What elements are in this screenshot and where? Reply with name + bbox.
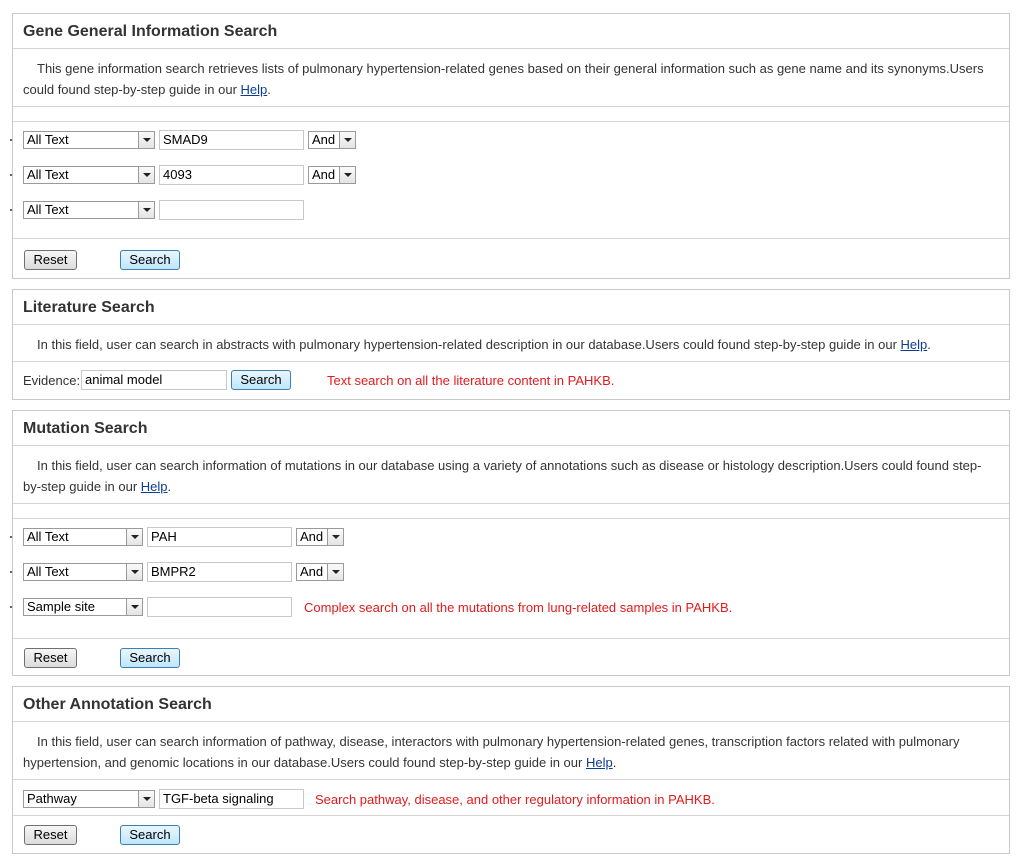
mutation-operator-select-2[interactable]: And [296,563,344,581]
other-annotation-search-description: In this field, user can search information of pathway, disease, interactors with pulmonary hypertension-related genes, transcription factors related with pulmonary hypertension, and genomic locations in our database.Users could found step-by-step guide in our Help. [13,722,1009,780]
evidence-input[interactable]: animal model [81,370,227,390]
mutation-value-input-1[interactable]: PAH [147,527,292,547]
gene-criteria-row-1 [13,129,413,151]
literature-search-note: Text search on all the literature content in PAHKB. [327,373,615,388]
other-search-button[interactable]: Search [120,825,180,845]
other-value-input[interactable]: TGF-beta signaling [159,789,304,809]
chevron-down-icon [138,202,154,218]
mutation-search-button[interactable]: Search [120,648,180,668]
bullet-icon [10,174,12,176]
mutation-reset-button[interactable]: Reset [24,648,77,668]
bullet-icon [10,139,12,141]
gene-search-button[interactable]: Search [120,250,180,270]
bullet-icon [10,571,12,573]
gene-search-description: This gene information search retrieves lists of pulmonary hypertension-related genes based on their general information such as gene name and its synonyms.Users could found step-by-step guide in our Help. [13,49,1009,107]
chevron-down-icon [327,564,343,580]
gene-value-input-3[interactable] [159,200,304,220]
other-annotation-search-title: Other Annotation Search [13,687,1009,722]
literature-search-description: In this field, user can search in abstracts with pulmonary hypertension-related description in our database.Users could found step-by-step guide in our Help. [13,325,1009,362]
mutation-criteria-row-2 [13,561,413,583]
mutation-field-select-3[interactable]: Sample site [23,598,143,616]
gene-field-select-1[interactable]: All Text [23,131,155,149]
chevron-down-icon [339,132,355,148]
mutation-search-panel [12,410,1010,676]
gene-operator-select-1[interactable]: And [308,131,356,149]
chevron-down-icon [126,599,142,615]
mutation-field-select-2[interactable]: All Text [23,563,143,581]
chevron-down-icon [138,791,154,807]
bullet-icon [10,209,12,211]
mutation-value-input-3[interactable] [147,597,292,617]
chevron-down-icon [126,529,142,545]
other-field-select[interactable]: Pathway [23,790,155,808]
evidence-label: Evidence: [23,373,81,388]
literature-search-panel [12,289,1010,400]
chevron-down-icon [126,564,142,580]
gene-value-input-1[interactable]: SMAD9 [159,130,304,150]
gene-search-panel [12,13,1010,279]
gene-criteria-row-3 [13,199,413,221]
gene-field-select-3[interactable]: All Text [23,201,155,219]
gene-criteria-row-2 [13,164,413,186]
mutation-help-link[interactable]: Help [140,479,168,494]
mutation-search-note: Complex search on all the mutations from lung-related samples in PAHKB. [304,600,733,615]
other-reset-button[interactable]: Reset [24,825,77,845]
other-annotation-search-panel [12,686,1010,854]
chevron-down-icon [339,167,355,183]
bullet-icon [10,606,12,608]
other-help-link[interactable]: Help [585,755,613,770]
gene-value-input-2[interactable]: 4093 [159,165,304,185]
literature-search-title: Literature Search [13,290,1009,325]
mutation-criteria-row-1 [13,526,413,548]
literature-help-link[interactable]: Help [900,337,928,352]
chevron-down-icon [138,167,154,183]
literature-search-button[interactable]: Search [231,370,291,390]
mutation-value-input-2[interactable]: BMPR2 [147,562,292,582]
gene-field-select-2[interactable]: All Text [23,166,155,184]
bullet-icon [10,536,12,538]
mutation-search-title: Mutation Search [13,411,1009,446]
mutation-criteria-row-3 [13,596,813,618]
gene-search-title: Gene General Information Search [13,14,1009,49]
chevron-down-icon [327,529,343,545]
chevron-down-icon [138,132,154,148]
other-annotation-search-note: Search pathway, disease, and other regulatory information in PAHKB. [315,792,715,807]
gene-reset-button[interactable]: Reset [24,250,77,270]
gene-operator-select-2[interactable]: And [308,166,356,184]
gene-help-link[interactable]: Help [240,82,268,97]
mutation-operator-select-1[interactable]: And [296,528,344,546]
mutation-search-description: In this field, user can search information of mutations in our database using a variety of annotations such as disease or histology description.Users could found step-by-step guide in our Help. [13,446,1009,504]
mutation-field-select-1[interactable]: All Text [23,528,143,546]
